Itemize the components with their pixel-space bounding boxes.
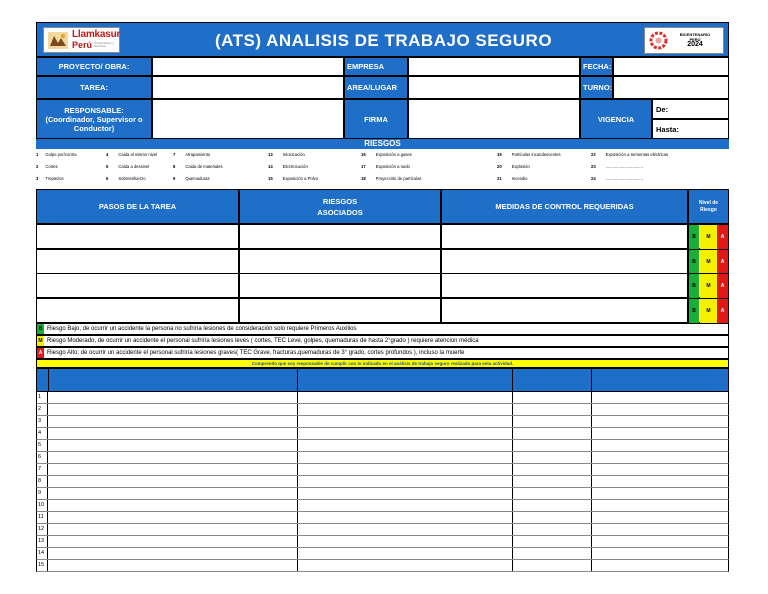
- signature-row[interactable]: [36, 536, 729, 548]
- bicentenario-line1: BICENTENARIO: [679, 32, 711, 37]
- divider: [512, 428, 513, 439]
- riesgo-label: Golpe por/contra: [45, 152, 77, 157]
- bicentenario-logo: [644, 27, 724, 54]
- riesgo-label: Exposición a Polvo: [282, 176, 319, 181]
- riesgo-label: Cortes: [45, 164, 58, 169]
- riesgo-number: 18: [361, 176, 366, 181]
- divider: [297, 524, 298, 535]
- riesgo-number: 7: [173, 152, 176, 157]
- risk-level-b[interactable]: B: [689, 225, 699, 249]
- signature-row[interactable]: [36, 452, 729, 464]
- medida-cell[interactable]: [441, 273, 688, 298]
- riesgo-asociado-cell[interactable]: [239, 249, 441, 274]
- riesgo-label: Intoxicación: [282, 152, 305, 157]
- label-fecha: FECHA:: [580, 57, 613, 76]
- label-vigencia: VIGENCIA: [580, 99, 652, 139]
- signature-row[interactable]: [36, 416, 729, 428]
- bicentenario-year: 2024: [687, 41, 703, 48]
- riesgo-number: 13: [268, 152, 273, 157]
- riesgo-asociado-cell[interactable]: [239, 224, 441, 249]
- divider: [297, 416, 298, 427]
- col-pasos: PASOS DE LA TAREA: [36, 189, 239, 224]
- signature-row-number: 1: [37, 392, 48, 403]
- riesgo-label: Atrapamiento: [185, 152, 211, 157]
- riesgo-item: [106, 176, 146, 181]
- label-tarea: TAREA:: [36, 76, 152, 99]
- riesgo-item: [361, 176, 422, 181]
- fecha-field[interactable]: [613, 57, 729, 76]
- divider: [591, 488, 592, 499]
- signature-row-number: 9: [37, 488, 48, 499]
- riesgo-item: [173, 164, 223, 169]
- riesgo-item: [268, 152, 305, 157]
- risk-level-a[interactable]: A: [717, 250, 728, 274]
- signature-row[interactable]: [36, 404, 729, 416]
- legend-row: [36, 347, 729, 359]
- riesgo-number: 23: [591, 164, 596, 169]
- empresa-field[interactable]: [408, 57, 580, 76]
- divider: [297, 464, 298, 475]
- risk-level-b[interactable]: B: [689, 250, 699, 274]
- riesgo-number: 6: [106, 176, 109, 181]
- riesgo-item: [268, 176, 318, 181]
- divider: [297, 440, 298, 451]
- riesgo-item: [106, 164, 149, 169]
- risk-level-a[interactable]: A: [717, 299, 728, 323]
- signature-row-number: 15: [37, 560, 48, 571]
- vigencia-hasta-field[interactable]: Hasta:: [652, 119, 729, 139]
- riesgo-number: 2: [36, 164, 39, 169]
- label-proyecto: PROYECTO/ OBRA:: [36, 57, 152, 76]
- label-empresa: EMPRESA: [344, 57, 408, 76]
- divider: [512, 560, 513, 571]
- divider: [512, 548, 513, 559]
- riesgo-label: Caida a desnivel: [118, 164, 150, 169]
- riesgo-asociado-cell[interactable]: [239, 298, 441, 323]
- medida-cell[interactable]: [441, 298, 688, 323]
- riesgo-number: 22: [591, 152, 596, 157]
- divider: [512, 452, 513, 463]
- divider: [297, 392, 298, 403]
- riesgo-label: Explosión: [511, 164, 530, 169]
- signature-row-number: 8: [37, 476, 48, 487]
- riesgo-number: 5: [106, 164, 109, 169]
- riesgo-item: [106, 152, 157, 157]
- divider: [591, 440, 592, 451]
- riesgo-number: 4: [106, 152, 109, 157]
- riesgo-label: Caida de materiales: [185, 164, 223, 169]
- riesgo-item: [173, 152, 210, 157]
- riesgo-item: [497, 152, 561, 157]
- signature-row-number: 5: [37, 440, 48, 451]
- col-nivel: Nivel de Riesgo: [688, 189, 729, 224]
- riesgo-number: 24: [591, 176, 596, 181]
- divider: [512, 488, 513, 499]
- riesgo-item: [361, 152, 412, 157]
- signature-row[interactable]: [36, 440, 729, 452]
- riesgo-item: [591, 152, 668, 157]
- riesgo-label: Proyección de partículas: [375, 176, 422, 181]
- riesgo-asociado-cell[interactable]: [239, 273, 441, 298]
- commitment-text: Comprendo que soy responsable de cumplir con lo indicado en el análisis de trabajo seguro realizado para esta actividad.: [36, 359, 729, 368]
- legend-text: Riesgo Alto; de ocurrir un accidente el personal sufriría lesiones graves( TEC Grave, fracturas,quemaduras de 3° grado, cortes profundos ), incluso la muerte: [47, 350, 465, 356]
- divider: [297, 369, 298, 391]
- riesgo-item: [591, 164, 643, 169]
- riesgo-number: 15: [268, 176, 273, 181]
- divider: [591, 476, 592, 487]
- divider: [512, 404, 513, 415]
- riesgo-number: 21: [497, 176, 502, 181]
- logo-tag: Construcción y Servicios: [94, 41, 114, 48]
- risk-level-a[interactable]: A: [717, 274, 728, 298]
- riesgo-number: 9: [173, 176, 176, 181]
- legend-row: [36, 323, 729, 335]
- divider: [297, 428, 298, 439]
- divider: [297, 548, 298, 559]
- signature-row[interactable]: [36, 560, 729, 572]
- signature-row-number: 3: [37, 416, 48, 427]
- riesgo-label: Exposición a ruido: [375, 164, 410, 169]
- divider: [297, 500, 298, 511]
- divider: [591, 404, 592, 415]
- legend-swatch: M: [38, 338, 43, 344]
- signature-row-number: 7: [37, 464, 48, 475]
- divider: [297, 536, 298, 547]
- riesgo-label: ................................: [605, 164, 643, 169]
- riesgo-label: Partículas incandescentes: [511, 152, 561, 157]
- form-header: [36, 22, 729, 57]
- paso-cell[interactable]: [36, 298, 239, 323]
- divider: [591, 392, 592, 403]
- divider: [512, 476, 513, 487]
- divider: [512, 440, 513, 451]
- medida-cell[interactable]: [441, 224, 688, 249]
- divider: [297, 404, 298, 415]
- signature-row[interactable]: [36, 428, 729, 440]
- divider: [297, 476, 298, 487]
- divider: [591, 560, 592, 571]
- divider: [591, 500, 592, 511]
- risk-level-m[interactable]: M: [700, 225, 717, 249]
- divider: [512, 392, 513, 403]
- signature-row-number: 6: [37, 452, 48, 463]
- riesgo-label: Incendio: [511, 176, 528, 181]
- riesgo-item: [361, 164, 410, 169]
- label-turno: TURNO:: [580, 76, 613, 99]
- legend-swatch: B: [38, 326, 43, 332]
- medida-cell[interactable]: [441, 249, 688, 274]
- paso-cell[interactable]: [36, 249, 239, 274]
- riesgo-item: [36, 176, 64, 181]
- label-area: AREA/LUGAR: [344, 76, 408, 99]
- signature-row-number: 13: [37, 536, 48, 547]
- riesgo-item: [591, 176, 643, 181]
- riesgos-title: RIESGOS: [36, 139, 729, 149]
- signature-row-number: 12: [37, 524, 48, 535]
- divider: [512, 500, 513, 511]
- divider: [512, 512, 513, 523]
- riesgo-label: Exposición a gases: [375, 152, 412, 157]
- divider: [591, 512, 592, 523]
- signature-row[interactable]: [36, 488, 729, 500]
- riesgo-item: [268, 164, 308, 169]
- riesgo-label: ................................: [605, 176, 643, 181]
- riesgo-item: [497, 176, 528, 181]
- signature-row[interactable]: [36, 476, 729, 488]
- divider: [591, 464, 592, 475]
- divider: [512, 464, 513, 475]
- signature-row-number: 4: [37, 428, 48, 439]
- risk-level-m[interactable]: M: [700, 299, 717, 323]
- riesgos-list: [36, 149, 729, 189]
- signature-row-number: 10: [37, 500, 48, 511]
- legend-text: Riesgo Bajo, de ocurrir un accidente la persona no sufriría lesiones de consideración solo requiere Primeros Auxilios: [47, 326, 357, 332]
- signature-header: [36, 368, 729, 392]
- riesgo-number: 3: [36, 176, 39, 181]
- risk-level-m[interactable]: M: [700, 250, 717, 274]
- signature-row[interactable]: [36, 524, 729, 536]
- riesgo-number: 19: [497, 152, 502, 157]
- paso-cell[interactable]: [36, 273, 239, 298]
- riesgo-number: 17: [361, 164, 366, 169]
- col-riesgos: RIESGOS ASOCIADOS: [239, 189, 441, 224]
- signature-row-number: 11: [37, 512, 48, 523]
- divider: [591, 416, 592, 427]
- risk-level-b[interactable]: B: [689, 274, 699, 298]
- paso-cell[interactable]: [36, 224, 239, 249]
- riesgo-label: Tropiezos: [45, 176, 64, 181]
- legend-text: Riesgo Moderado, de ocurrir un accidente el personal sufriría lesiones leves ( cortes, TEC Leve, golpes, quemaduras de hasta 2°grado ) requiere atencion médica: [47, 338, 479, 344]
- riesgo-label: Electrocución: [282, 164, 308, 169]
- bicentenario-ring-icon: [649, 31, 668, 50]
- divider: [512, 416, 513, 427]
- page-title: (ATS) ANALISIS DE TRABAJO SEGURO: [214, 31, 553, 50]
- signature-row[interactable]: [36, 548, 729, 560]
- divider: [297, 512, 298, 523]
- riesgo-label: Caida al mismo nivel: [118, 152, 157, 157]
- logo-name: Llamkasur: [72, 29, 121, 40]
- riesgo-label: Quemaduras: [185, 176, 210, 181]
- area-field[interactable]: [408, 76, 580, 99]
- col-medidas: MEDIDAS DE CONTROL REQUERIDAS: [441, 189, 688, 224]
- signature-row[interactable]: [36, 392, 729, 404]
- risk-level-b[interactable]: B: [689, 299, 699, 323]
- divider: [591, 536, 592, 547]
- riesgo-item: [36, 152, 77, 157]
- vigencia-de-field[interactable]: De:: [652, 99, 729, 119]
- riesgo-item: [173, 176, 210, 181]
- signature-row-number: 14: [37, 548, 48, 559]
- riesgo-number: 20: [497, 164, 502, 169]
- signature-row-number: 2: [37, 404, 48, 415]
- signature-row[interactable]: [36, 512, 729, 524]
- risk-level-a[interactable]: A: [717, 225, 728, 249]
- responsable-field[interactable]: [152, 99, 344, 139]
- divider: [512, 524, 513, 535]
- riesgo-number: 8: [173, 164, 176, 169]
- label-responsable: RESPONSABLE: (Coordinador, Supervisor o Conductor): [36, 99, 152, 139]
- divider: [297, 488, 298, 499]
- ats-form: [36, 22, 731, 573]
- riesgo-item: [36, 164, 58, 169]
- riesgo-number: 14: [268, 164, 273, 169]
- divider: [297, 452, 298, 463]
- signature-row[interactable]: [36, 500, 729, 512]
- riesgo-label: Sobreesfuerzo: [118, 176, 146, 181]
- riesgo-number: 16: [361, 152, 366, 157]
- divider: [48, 369, 49, 391]
- turno-field[interactable]: [613, 76, 729, 99]
- tarea-field[interactable]: [152, 76, 344, 99]
- legend-row: [36, 335, 729, 347]
- divider: [591, 524, 592, 535]
- divider: [591, 452, 592, 463]
- divider: [512, 536, 513, 547]
- divider: [591, 548, 592, 559]
- divider: [591, 369, 592, 391]
- signature-row[interactable]: [36, 464, 729, 476]
- label-firma: FIRMA: [344, 99, 408, 139]
- firma-field[interactable]: [408, 99, 580, 139]
- risk-level-m[interactable]: M: [700, 274, 717, 298]
- riesgo-number: 1: [36, 152, 39, 157]
- logo-sub: Perú: [72, 40, 93, 50]
- bicentenario-line2: PERÚ: [689, 36, 701, 42]
- divider: [512, 369, 513, 391]
- legend-swatch: A: [38, 350, 43, 356]
- divider: [297, 560, 298, 571]
- riesgo-label: Exposición a tormentas eléctricas: [605, 152, 669, 157]
- proyecto-field[interactable]: [152, 57, 344, 76]
- divider: [591, 428, 592, 439]
- riesgo-item: [497, 164, 530, 169]
